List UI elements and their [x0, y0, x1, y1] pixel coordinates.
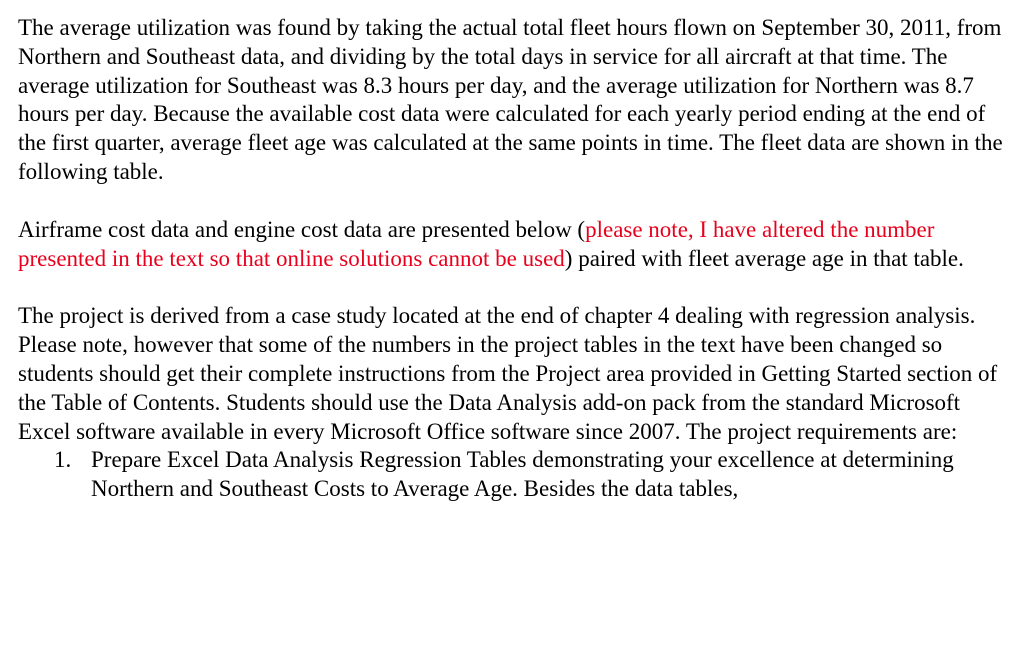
requirement-text: Prepare Excel Data Analysis Regression Tables demonstrating your excellence at determining Northern and Southeast Costs to Average Age. Besides the data tables,: [91, 447, 954, 502]
requirements-list: [18, 446, 1013, 504]
paragraph-cost-data-before: Airframe cost data and engine cost data are presented below (: [18, 216, 586, 242]
paragraph-project-description: The project is derived from a case study located at the end of chapter 4 dealing with regression analysis. Please note, however that some of the numbers in the project tables in the text have been changed so students should get their complete instructions from the Project area provided in Getting Started section of the Table of Contents. Students should use the Data Analysis add-on pack from the standard Microsoft Excel software available in every Microsoft Office software since 2007. The project requirements are:: [18, 303, 998, 444]
paragraph-cost-data: [18, 216, 1013, 274]
paragraph-utilization: The average utilization was found by taking the actual total fleet hours flown on September 30, 2011, from Northern and Southeast data, and dividing by the total days in service for all aircraft at that time. The average utilization for Southeast was 8.3 hours per day, and the average utilization for Northern was 8.7 hours per day. Because the available cost data were calculated for each yearly period ending at the end of the first quarter, average fleet age was calculated at the same points in time. The fleet data are shown in the following table.: [18, 15, 1003, 184]
document-page: [18, 14, 1013, 504]
requirement-item: [18, 446, 1013, 504]
requirement-number: 1.: [54, 447, 72, 473]
paragraph-cost-data-after: ) paired with fleet average age in that table.: [564, 245, 964, 271]
altered-numbers-note: please note, I have altered the number presented in the text so that online solutions cannot be used: [18, 216, 935, 271]
